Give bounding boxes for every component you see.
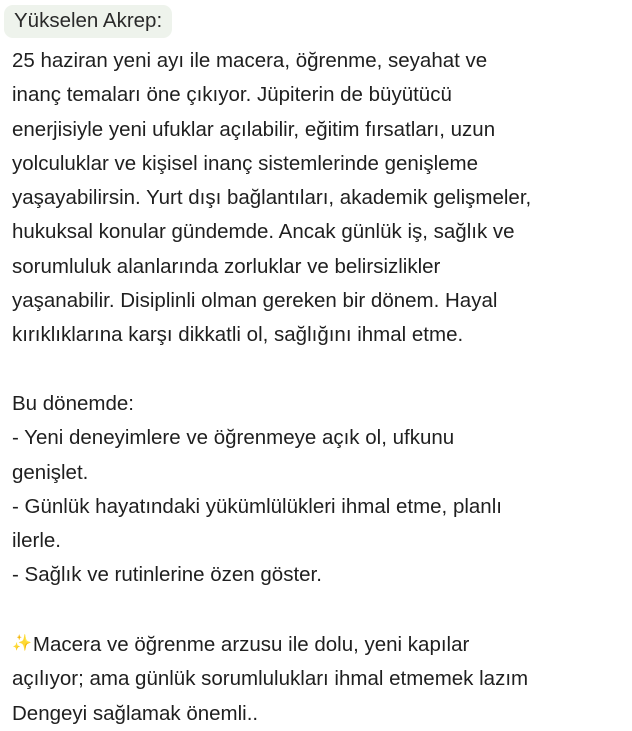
intro-line: kırıklıklarına karşı dikkatli ol, sağlığını ihmal etme.	[12, 323, 464, 347]
advice-item: genişlet.	[12, 460, 89, 484]
intro-line: sorumluluk alanlarında zorluklar ve belirsizlikler	[12, 254, 441, 278]
advice-item: - Günlük hayatındaki yükümlülükleri ihmal etme, planlı	[12, 494, 502, 518]
intro-line: hukuksal konular gündemde. Ancak günlük iş, sağlık ve	[12, 220, 515, 244]
intro-line: enerjisiyle yeni ufuklar açılabilir, eğitim fırsatları, uzun	[12, 117, 496, 141]
horoscope-text	[12, 44, 628, 731]
intro-line: yaşanabilir. Disiplinli olman gereken bir dönem. Hayal	[12, 289, 498, 313]
closing-line: Dengeyi sağlamak önemli..	[12, 701, 259, 725]
closing-line: açılıyor; ama günlük sorumlulukları ihmal etmemek lazım	[12, 667, 529, 691]
closing-line	[12, 627, 628, 662]
paragraph-spacer	[12, 353, 628, 387]
intro-line: 25 haziran yeni ayı ile macera, öğrenme, seyahat ve	[12, 49, 488, 72]
advice-item: - Yeni deneyimlere ve öğrenmeye açık ol, ufkunu	[12, 426, 455, 450]
intro-line: yaşayabilirsin. Yurt dışı bağlantıları, akademik gelişmeler,	[12, 186, 532, 210]
closing-text: Macera ve öğrenme arzusu ile dolu, yeni kapılar	[32, 633, 470, 657]
advice-item: ilerle.	[12, 529, 61, 553]
advice-item: - Sağlık ve rutinlerine özen göster.	[12, 563, 322, 587]
paragraph-spacer	[12, 593, 628, 627]
advice-heading: Bu dönemde:	[12, 391, 134, 415]
intro-line: yolculuklar ve kişisel inanç sistemlerinde genişleme	[12, 151, 479, 175]
section-heading: Yükselen Akrep:	[4, 5, 172, 38]
intro-line: inanç temaları öne çıkıyor. Jüpiterin de büyütücü	[12, 83, 452, 107]
sparkles-icon: ✨	[12, 635, 32, 653]
